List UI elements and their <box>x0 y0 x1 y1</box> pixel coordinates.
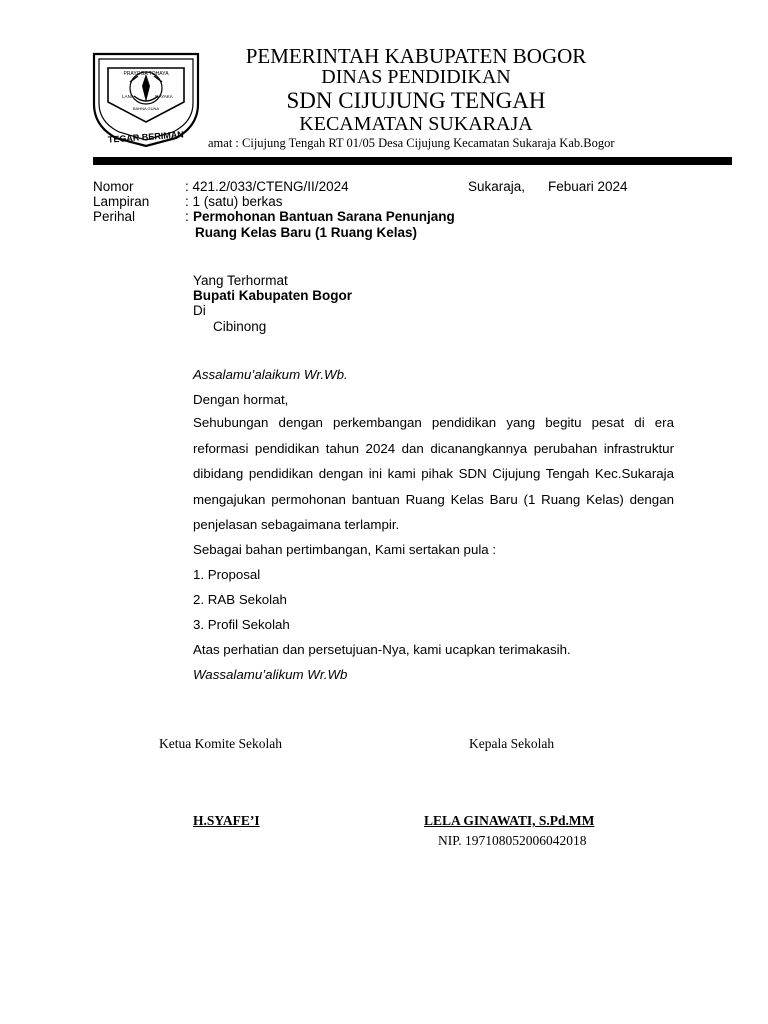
letter-place: Sukaraja, <box>468 179 526 194</box>
signature-right-name: LELA GINAWATI, S.Pd.MM <box>424 813 595 828</box>
recipient-name: Bupati Kabupaten Bogor <box>193 288 352 303</box>
attachment-item: 1. Proposal <box>193 567 261 582</box>
signature-left-name: H.SYAFE’I <box>193 813 260 828</box>
body-paragraph: Sehubungan dengan perkembangan pendidikan yang begitu pesat di era reformasi pendidikan tahun 2024 dan dicanangkannya perubahan infrastruktur dibidang pendidikan dengan ini kami pihak SDN Cijujung Tengah Kec.Sukaraja mengajukan permohonan bantuan Ruang Kelas Baru (1 Ruang Kelas) dengan penjelasan sebagaimana terlampir. <box>193 415 674 532</box>
recipient-city: Cibinong <box>213 319 267 334</box>
recipient-greeting: Yang Terhormat <box>193 273 288 288</box>
opening-salam: Assalamu’alaikum Wr.Wb. <box>193 367 348 382</box>
letterhead-district: KECAMATAN SUKARAJA <box>299 113 533 135</box>
recipient-di: Di <box>193 303 206 318</box>
svg-text:PRAYOGA TOHAYA: PRAYOGA TOHAYA <box>123 71 169 77</box>
svg-text:TEGAR BERIMAN: TEGAR BERIMAN <box>107 129 185 145</box>
perihal-subject-line2: Ruang Kelas Baru (1 Ruang Kelas) <box>195 225 418 240</box>
bogor-regency-seal-icon <box>90 46 202 148</box>
letterhead-school-name: SDN CIJUJUNG TENGAH <box>286 88 546 113</box>
nomor-value: : 421.2/033/CTENG/II/2024 <box>185 179 349 194</box>
signature-right-nip: NIP. 197108052006042018 <box>438 833 587 848</box>
attachments-intro: Sebagai bahan pertimbangan, Kami sertakan pula : <box>193 542 497 557</box>
attachment-item: 2. RAB Sekolah <box>193 592 287 607</box>
perihal-label: Perihal <box>93 209 136 224</box>
letterhead-divider <box>93 157 732 165</box>
perihal-subject-line1: Permohonan Bantuan Sarana Penunjang <box>193 209 455 224</box>
opening-hormat: Dengan hormat, <box>193 392 289 407</box>
svg-text:NAYAKA: NAYAKA <box>155 94 173 99</box>
letterhead-government: PEMERINTAH KABUPATEN BOGOR <box>245 44 587 68</box>
lampiran-value: : 1 (satu) berkas <box>185 194 283 209</box>
letterhead-address: amat : Cijujung Tengah RT 01/05 Desa Cijujung Kecamatan Sukaraja Kab.Bogor <box>208 136 615 150</box>
closing-wassalam: Wassalamu’alikum Wr.Wb <box>193 667 348 682</box>
closing-thanks: Atas perhatian dan persetujuan-Nya, kami ucapkan terimakasih. <box>193 642 571 657</box>
perihal-colon: : <box>185 209 189 224</box>
signature-right-title: Kepala Sekolah <box>469 736 555 751</box>
lampiran-label: Lampiran <box>93 194 150 209</box>
nomor-label: Nomor <box>93 179 134 194</box>
svg-text:BAHNA GUNA: BAHNA GUNA <box>132 106 160 111</box>
letter-date: Febuari 2024 <box>548 179 628 194</box>
letterhead-department: DINAS PENDIDIKAN <box>321 66 511 88</box>
signature-left-title: Ketua Komite Sekolah <box>159 736 282 751</box>
svg-text:LANA: LANA <box>122 94 134 99</box>
attachment-item: 3. Profil Sekolah <box>193 617 290 632</box>
